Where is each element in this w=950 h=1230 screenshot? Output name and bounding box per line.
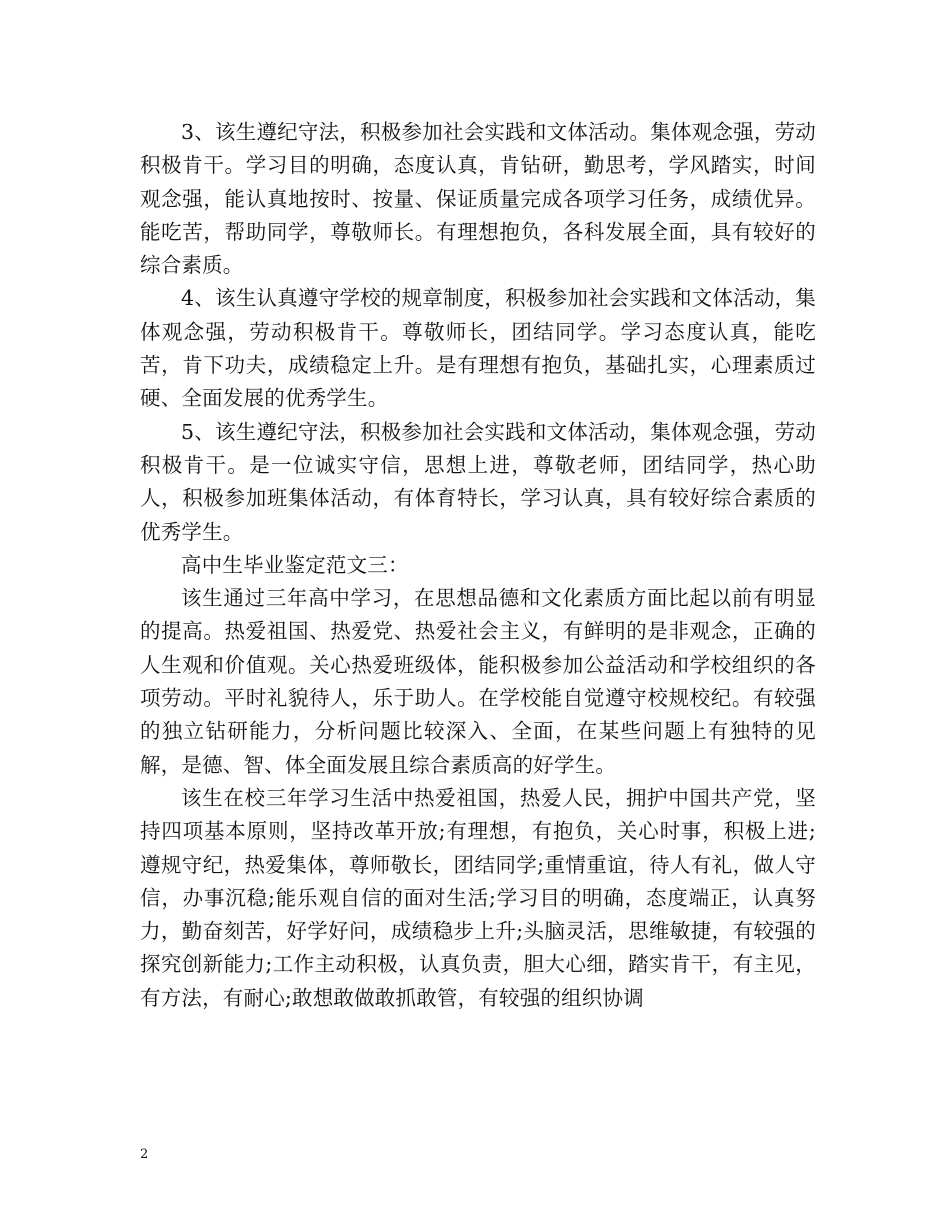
section-heading: 高中生毕业鉴定范文三： (181, 552, 409, 577)
paragraph-evaluation-1: 该生通过三年高中学习，在思想品德和文化素质方面比起以前有明显的提高。热爱祖国、热爱党、热爱社会主义，有鲜明的是非观念，正确的人生观和价值观。关心热爱班级体，能积极参加公益活动和学校组织的各项劳动。平时礼貌待人，乐于助人。在学校能自觉遵守校规校纪。有较强的独立钻研能力，分析问题比较深入、全面，在某些问题上有独特的见解，是德、智、体全面发展且综合素质高的好学生。 (140, 586, 816, 777)
paragraph-item-5: 5、该生遵纪守法，积极参加社会实践和文体活动，集体观念强，劳动积极肯干。是一位诚实守信，思想上进，尊敬老师，团结同学，热心助人，积极参加班集体活动，有体育特长，学习认真，具有较好综合素质的优秀学生。 (140, 419, 816, 544)
document-body (140, 116, 816, 1015)
paragraph-item-4: 4、该生认真遵守学校的规章制度，积极参加社会实践和文体活动，集体观念强，劳动积极肯干。尊敬师长，团结同学。学习态度认真，能吃苦，肯下功夫，成绩稳定上升。是有理想有抱负，基础扎实，心理素质过硬、全面发展的优秀学生。 (140, 286, 816, 411)
page-number: 2 (140, 1147, 149, 1162)
paragraph-evaluation-2: 该生在校三年学习生活中热爱祖国，热爱人民，拥护中国共产党，坚持四项基本原则，坚持改革开放;有理想，有抱负，关心时事，积极上进;遵规守纪，热爱集体，尊师敬长，团结同学;重情重谊，待人有礼，做人守信，办事沉稳;能乐观自信的面对生活;学习目的明确，态度端正，认真努力，勤奋刻苦，好学好问，成绩稳步上升;头脑灵活，思维敏捷，有较强的探究创新能力;工作主动积极，认真负责，胆大心细，踏实肯干，有主见，有方法，有耐心;敢想敢做敢抓敢管，有较强的组织协调 (140, 785, 816, 1010)
paragraph-item-3: 3、该生遵纪守法，积极参加社会实践和文体活动。集体观念强，劳动积极肯干。学习目的明确，态度认真，肯钻研，勤思考，学风踏实，时间观念强，能认真地按时、按量、保证质量完成各项学习任务，成绩优异。能吃苦，帮助同学，尊敬师长。有理想抱负，各科发展全面，具有较好的综合素质。 (140, 120, 816, 278)
